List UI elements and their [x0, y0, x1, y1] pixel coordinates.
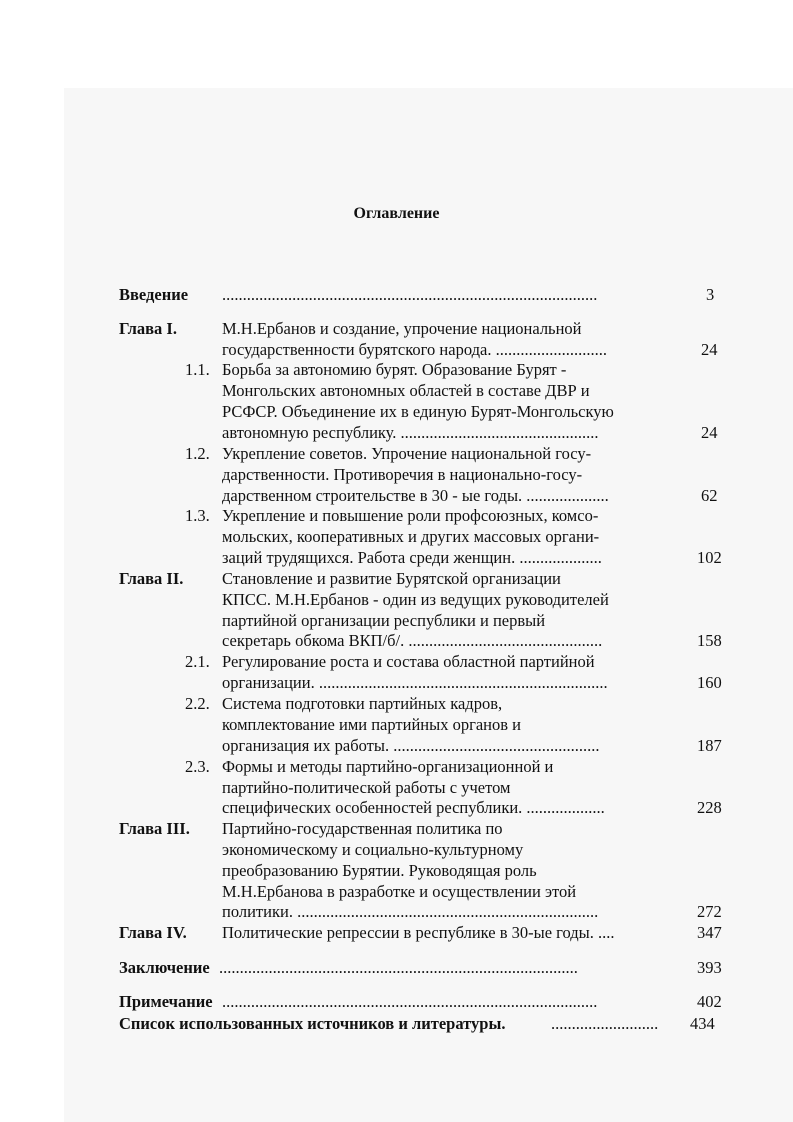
- toc-s11-title-4: автономную республику. ................................................: [222, 423, 599, 442]
- toc-ch4-page: 347: [697, 923, 722, 942]
- toc-sources-page: 434: [690, 1014, 715, 1033]
- toc-ch3-page: 272: [697, 902, 722, 921]
- toc-intro-page: 3: [706, 285, 715, 304]
- toc-ch3-title-1: Партийно-государственная политика по: [222, 819, 503, 838]
- toc-s13-num: 1.3.: [185, 506, 210, 525]
- toc-s13-title-3: заций трудящихся. Работа среди женщин. ....................: [222, 548, 602, 567]
- toc-ch1-title-2: государственности бурятского народа. ...........................: [222, 340, 607, 359]
- toc-s21-title-2: организации. ......................................................................: [222, 673, 608, 692]
- toc-s13-page: 102: [697, 548, 722, 567]
- toc-s11-num: 1.1.: [185, 360, 210, 379]
- toc-ch4-title-1: Политические репрессии в республике в 30-ые годы. ....: [222, 923, 615, 942]
- toc-s11-title-2: Монгольских автономных областей в составе ДВР и: [222, 381, 590, 400]
- toc-s23-title-3: специфических особенностей республики. ...................: [222, 798, 605, 817]
- toc-s12-title-3: дарственном строительстве в 30 - ые годы. ....................: [222, 486, 609, 505]
- toc-s12-title-2: дарственности. Противоречия в национально-госу-: [222, 465, 583, 484]
- toc-s21-title-1: Регулирование роста и состава областной партийной: [222, 652, 595, 671]
- toc-conclusion-label: Заключение: [119, 958, 210, 977]
- toc-s12-num: 1.2.: [185, 444, 210, 463]
- toc-s21-page: 160: [697, 673, 722, 692]
- toc-notes-label: Примечание: [119, 992, 213, 1011]
- toc-ch2-label: Глава II.: [119, 569, 184, 588]
- toc-notes-dots: ...........................................................................................: [222, 992, 598, 1011]
- toc-s12-page: 62: [701, 486, 718, 505]
- toc-sources-label: Список использованных источников и литературы.: [119, 1014, 506, 1033]
- toc-sources-dots: ..........................: [551, 1014, 659, 1033]
- toc-ch1-label: Глава I.: [119, 319, 177, 338]
- toc-s22-title-1: Система подготовки партийных кадров,: [222, 694, 503, 713]
- toc-s23-title-2: партийно-политической работы с учетом: [222, 778, 511, 797]
- toc-ch4-label: Глава IV.: [119, 923, 187, 942]
- toc-notes-page: 402: [697, 992, 722, 1011]
- toc-ch3-title-5: политики. .........................................................................: [222, 902, 599, 921]
- toc-s23-title-1: Формы и методы партийно-организационной и: [222, 757, 554, 776]
- toc-s22-title-2: комплектование ими партийных органов и: [222, 715, 521, 734]
- toc-ch3-title-3: преобразованию Бурятии. Руководящая роль: [222, 861, 537, 880]
- toc-conclusion-page: 393: [697, 958, 722, 977]
- toc-ch3-title-2: экономическому и социально-культурному: [222, 840, 524, 859]
- toc-s23-num: 2.3.: [185, 757, 210, 776]
- toc-ch3-label: Глава III.: [119, 819, 190, 838]
- page-title: Оглавление: [353, 205, 440, 222]
- toc-ch2-page: 158: [697, 631, 722, 650]
- toc-s22-page: 187: [697, 736, 722, 755]
- toc-ch3-title-4: М.Н.Ербанова в разработке и осуществлении этой: [222, 882, 577, 901]
- toc-s13-title-1: Укрепление и повышение роли профсоюзных, комсо-: [222, 506, 599, 525]
- toc-s11-page: 24: [701, 423, 718, 442]
- toc-s12-title-1: Укрепление советов. Упрочение национальной госу-: [222, 444, 592, 463]
- toc-ch2-title-3: партийной организации республики и первый: [222, 611, 546, 630]
- toc-ch1-page: 24: [701, 340, 718, 359]
- toc-conclusion-dots: .......................................................................................: [219, 958, 578, 977]
- toc-s11-title-1: Борьба за автономию бурят. Образование Бурят -: [222, 360, 567, 379]
- toc-ch2-title-2: КПСС. М.Н.Ербанов - один из ведущих руководителей: [222, 590, 609, 609]
- toc-s22-title-3: организация их работы. ..................................................: [222, 736, 600, 755]
- toc-ch2-title-4: секретарь обкома ВКП/б/. ...............................................: [222, 631, 603, 650]
- toc-s11-title-3: РСФСР. Объединение их в единую Бурят-Монгольскую: [222, 402, 614, 421]
- toc-s13-title-2: мольских, кооперативных и других массовых органи-: [222, 527, 600, 546]
- toc-intro-dots: ...........................................................................................: [222, 285, 598, 304]
- toc-s23-page: 228: [697, 798, 722, 817]
- toc-ch2-title-1: Становление и развитие Бурятской организации: [222, 569, 561, 588]
- toc-s21-num: 2.1.: [185, 652, 210, 671]
- toc-ch1-title-1: М.Н.Ербанов и создание, упрочение национальной: [222, 319, 582, 338]
- toc-s22-num: 2.2.: [185, 694, 210, 713]
- toc-intro-label: Введение: [119, 285, 189, 304]
